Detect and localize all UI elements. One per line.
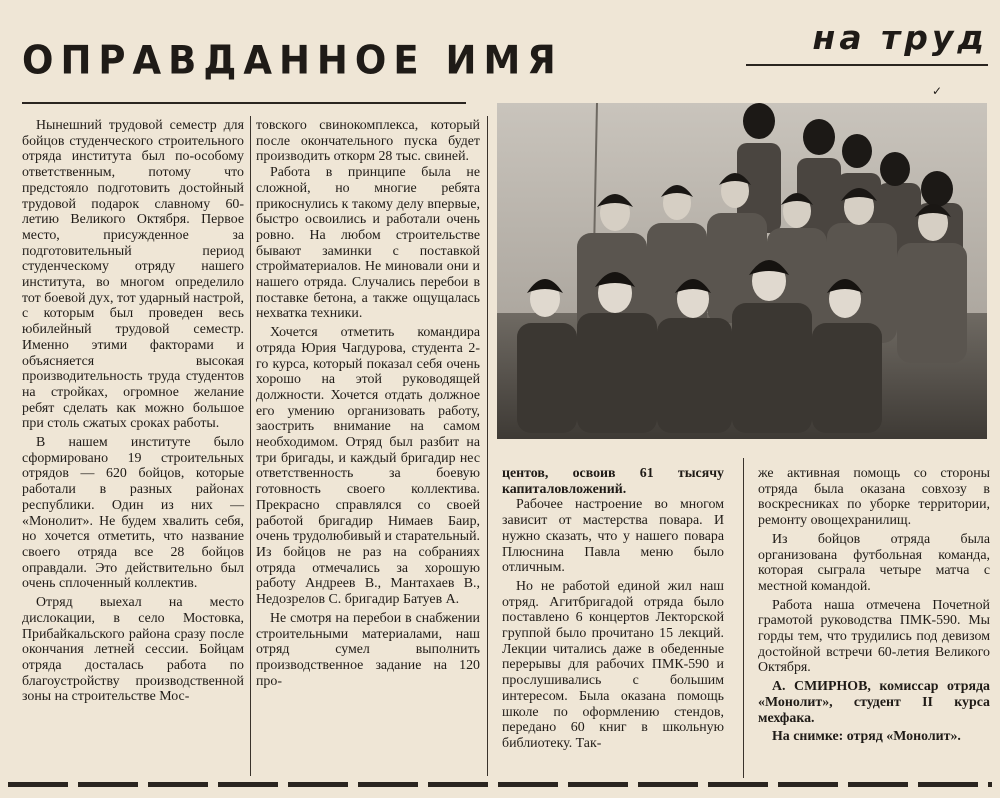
paragraph: Работа наша отмечена Почетной грамотой руководства ПМК-590. Мы горды тем, что трудились под девизом достойной встречи 60-летия Великого Октября.: [758, 597, 990, 676]
paragraph: Из бойцов отряда была организована футбольная команда, которая сыграла четыре матча с местной командой.: [758, 531, 990, 594]
column-divider: [250, 116, 251, 776]
section-rule: [746, 64, 988, 66]
column-2: [256, 118, 480, 778]
bottom-border: [8, 782, 992, 787]
section-heading: на труд: [812, 18, 988, 57]
title-rule: [22, 102, 466, 104]
column-4: [758, 466, 990, 778]
column-3: [502, 466, 724, 778]
column-divider: [487, 116, 488, 776]
photo-caption: На снимке: отряд «Монолит».: [772, 729, 961, 745]
paragraph: Работа в принципе была не сложной, но многие ребята прикоснулись к такому делу впервые, быстро освоились и работали очень ровно. На любом строительстве бывают заминки с поставкой стройматериалов. Не миновали они и нашего отряда. Случались перебои в поставке бетона, а также ощущалась нехватка техники.: [256, 165, 480, 322]
column-1: [22, 118, 244, 778]
paragraph: же активная помощь со стороны отряда была оказана совхозу в воскресниках по уборке территории, ремонту овощехранилищ.: [758, 466, 990, 529]
article-title: ОПРАВДАННОЕ ИМЯ: [22, 37, 563, 84]
team-photo-illustration: [497, 103, 987, 439]
paragraph: товского свинокомплекса, который после окончательного пуска будет производить откорм 28 тыс. свиней.: [256, 118, 480, 165]
paragraph: Рабочее настроение во многом зависит от мастерства повара. И нужно сказать, что у нашего повара Плюснина Павла меню было отличным.: [502, 497, 724, 576]
paragraph: Хочется отметить командира отряда Юрия Чагдурова, студента 2-го курса, который показал себя очень хорошо на этой руководящей должности. Хочется отдать должное его умению организовать работу, заострить внимание на самом необходимом. Отряд был разбит на три бригады, и каждый бригадир нес ответственность за боевую готовность своего коллектива. Прекрасно справлялся со своей работой бригадир Нимаев Баир, очень трудолюбивый и старательный. Из бойцов не раз на собраниях отряда отмечались за хорошую работу Андреев В., Мантахаев В., Недозрелов С. бригадир Батуев А.: [256, 325, 480, 608]
paragraph: Отряд выехал на место дислокации, в село Мостовка, Прибайкальского района сразу после окончания летней сессии. Бойцам отряда досталась работа по благоустройству производственной зоны на строительстве Мос-: [22, 595, 244, 705]
paragraph: В нашем институте было сформировано 19 строительных отрядов — 620 бойцов, которые работали в разных районах республики. Один из них — «Монолит». Не будем хвалить себя, но хочется отметить, что название своего отряда все 28 бойцов оправдали. Это действительно был очень сплоченный коллектив.: [22, 435, 244, 592]
group-photo: [497, 103, 987, 439]
paragraph: Нынешний трудовой семестр для бойцов студенческого строительного отряда института был по-особому ответственным, потому что предстояло подготовить достойный трудовой подарок славному 60-летию Великого Октября. Первое место, присужденное за подготовительный период студенческому отряду нашего института, во многом определило тот боевой дух, тот ударный настрой, с которым был проведен весь юбилейный трудовой семестр. Именно этими факторами и объясняется высокая производительность труда студентов на стройках, огромное желание ребят сделать как можно большое при столь сжатых сроках работы.: [22, 118, 244, 432]
scan-mark: ✓: [932, 84, 943, 98]
paragraph: Не смотря на перебои в снабжении строительными материалами, наш отряд сумел выполнить производственное задание на 120 про-: [256, 610, 480, 689]
paragraph: центов, освоив 61 тысячу капиталовложений.: [502, 466, 724, 497]
paragraph: Но не работой единой жил наш отряд. Агитбригадой отряда было поставлено 6 концертов Лекторской группой было прочитано 15 лекций. Лекции читались даже в обеденные перерывы для рабочих ПМК-590 и прослушивались с большим интересом. Была оказана помощь школе по оформлению стендов, передано 60 книг в школьную библиотеку. Так-: [502, 578, 724, 751]
signature: А. СМИРНОВ, комиссар отряда «Монолит», студент II курса мехфака.: [758, 679, 990, 726]
column-divider: [743, 458, 744, 778]
